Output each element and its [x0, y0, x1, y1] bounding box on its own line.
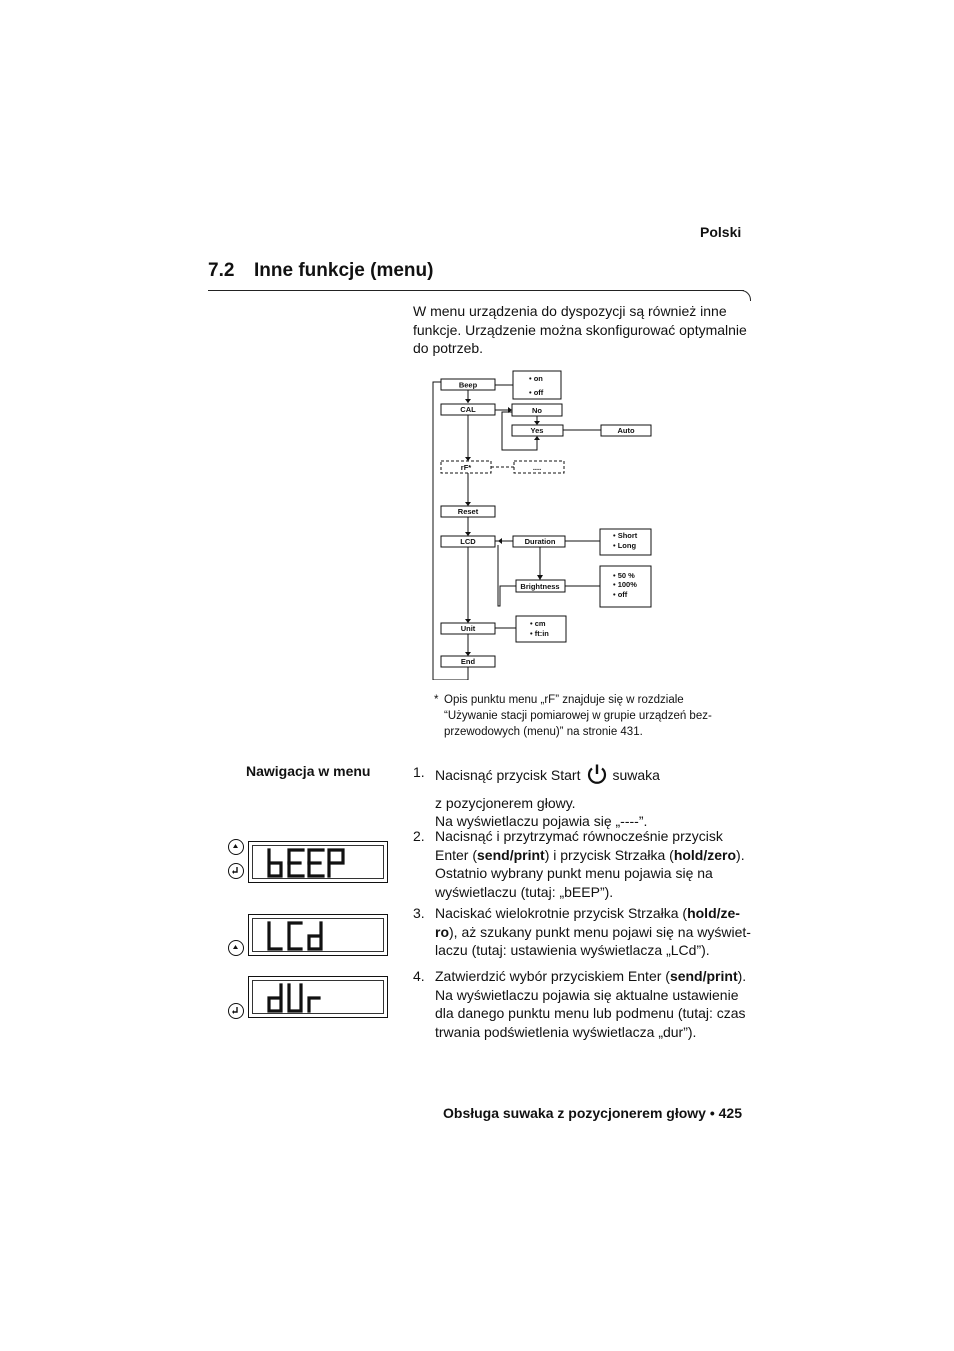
arrow-button-icon	[228, 940, 244, 956]
hold-zero-label: hold/ze-	[687, 905, 740, 921]
step-2-text: ) i przycisk Strzałka (	[544, 846, 674, 863]
menu-item-rf: rF*	[460, 463, 472, 472]
step-4-text: ).	[737, 968, 747, 984]
lcd-readout	[265, 920, 365, 952]
step-1-text: Nacisnąć przycisk Start	[435, 766, 581, 783]
brightness-option-100: • 100%	[613, 580, 637, 589]
step-2-line3: Ostatnio wybrany punkt menu pojawia się na	[435, 865, 713, 881]
step-4-text: Zatwierdzić wybór przyciskiem Enter (	[435, 968, 670, 984]
unit-option-ftin: • ft:in	[530, 629, 549, 638]
footnote-line: Opis punktu menu „rF” znajduje się w rozdziale	[444, 694, 684, 706]
menu-item-end: End	[460, 657, 476, 666]
beep-option-off: • off	[529, 388, 544, 397]
duration-option-long: • Long	[613, 541, 637, 550]
step-4-line3: dla danego punktu menu lub podmenu (tutaj: czas	[435, 1005, 746, 1021]
lcd-display-beep	[248, 841, 388, 883]
lcd-display-lcd	[248, 914, 388, 956]
menu-item-unit: Unit	[460, 624, 476, 633]
step-1-line2: z pozycjonerem głowy.	[435, 794, 576, 811]
heading-rule	[208, 290, 744, 291]
menu-item-cal: CAL	[460, 405, 476, 414]
brightness-option-50: • 50 %	[613, 571, 635, 580]
step-2-line1: Nacisnąć i przytrzymać równocześnie przycisk	[435, 828, 723, 844]
step-2-text: Enter (	[435, 846, 478, 863]
lcd-duration: Duration	[524, 537, 556, 546]
lcd-readout	[265, 847, 365, 879]
step-number: 2.	[413, 828, 425, 844]
step-4-line2: Na wyświetlaczu pojawia się aktualne ustawienie	[435, 986, 739, 1003]
step-1-line3: Na wyświetlaczu pojawia się „----”.	[435, 813, 648, 829]
hold-zero-label: hold/zero	[673, 846, 737, 863]
lcd-display-dur	[248, 976, 388, 1018]
navigation-heading: Nawigacja w menu	[246, 763, 371, 779]
lcd-brightness: Brightness	[520, 582, 560, 591]
section-number: 7.2	[208, 260, 235, 281]
step-4-line4: trwania podświetlenia wyświetlacza „dur”).	[435, 1023, 697, 1040]
step-number: 3.	[413, 905, 425, 921]
step-3-text: Naciskać wielokrotnie przycisk Strzałka (	[435, 905, 688, 921]
duration-option-short: • Short	[613, 531, 638, 540]
page-footer: Obsługa suwaka z pozycjonerem głowy • 425	[443, 1105, 742, 1121]
brightness-option-off: • off	[613, 590, 628, 599]
step-2-line4: wyświetlaczu (tutaj: „bEEP”).	[435, 883, 614, 900]
lcd-readout	[265, 982, 365, 1014]
send-print-label: send/print	[477, 846, 545, 863]
unit-option-cm: • cm	[530, 619, 546, 628]
arrow-button-icon	[228, 839, 244, 855]
cal-auto: Auto	[617, 426, 635, 435]
language-label: Polski	[700, 224, 742, 240]
section-heading	[208, 260, 433, 282]
step-3-text: ), aż szukany punkt menu pojawi się na wyświet-	[449, 923, 751, 940]
step-2-text: ).	[736, 846, 745, 863]
heading-rule-corner	[738, 290, 751, 301]
step-number: 1.	[413, 764, 425, 780]
cal-no: No	[532, 406, 542, 415]
footnote	[436, 692, 756, 740]
step-number: 4.	[413, 968, 425, 984]
menu-item-beep: Beep	[458, 380, 478, 390]
enter-button-icon	[228, 1003, 244, 1019]
rf-placeholder: ....	[532, 463, 542, 472]
menu-item-reset: Reset	[457, 507, 479, 516]
menu-item-lcd: LCD	[460, 537, 476, 546]
intro-paragraph: W menu urządzenia do dyspozycji są również inne funkcje. Urządzenie można skonfigurować optymalnie do potrzeb.	[413, 303, 747, 356]
footnote-star: *	[434, 694, 439, 706]
send-print-label: send/print	[669, 968, 738, 984]
step-1-text-cont: suwaka	[612, 766, 660, 783]
power-icon	[586, 763, 608, 790]
beep-option-on: • on	[529, 374, 543, 383]
hold-zero-label-cont: ro	[435, 923, 449, 940]
footnote-line: “Używanie stacji pomiarowej w grupie urządzeń bez-	[444, 710, 712, 722]
cal-yes: Yes	[530, 426, 544, 435]
section-title: Inne funkcje (menu)	[254, 260, 434, 281]
footnote-line: przewodowych (menu)” na stronie 431.	[444, 726, 643, 738]
enter-button-icon	[228, 863, 244, 879]
step-3-line3: laczu (tutaj: ustawienia wyświetlacza „LCd”).	[435, 942, 710, 958]
menu-flow-diagram	[400, 362, 700, 680]
